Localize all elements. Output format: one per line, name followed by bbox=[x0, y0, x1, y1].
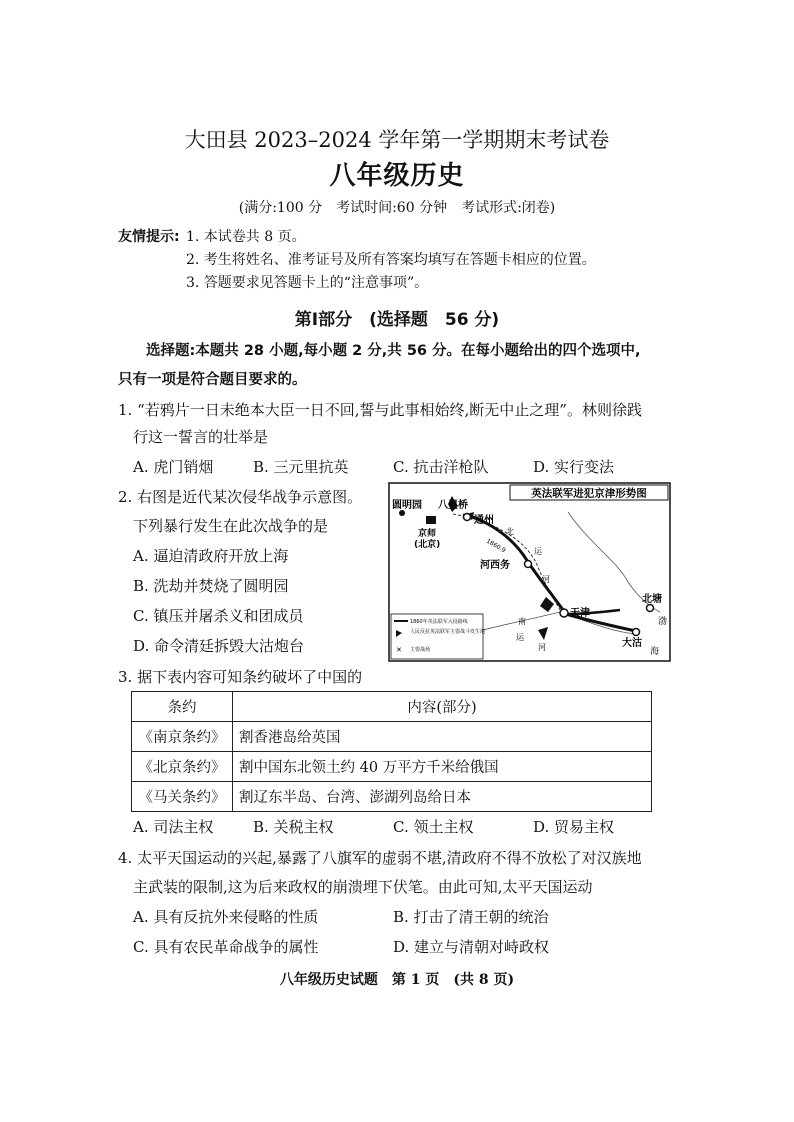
question-3-option-d: D. 贸易主权 bbox=[533, 818, 615, 836]
label-tianjin: 天津 bbox=[570, 608, 590, 619]
label-balizhuang: 八里桥 bbox=[438, 500, 468, 511]
label-hai: 海 bbox=[650, 647, 660, 657]
table-row bbox=[132, 722, 652, 752]
tianjin-marker-icon bbox=[560, 609, 568, 617]
table-cell: 割香港岛给英国 bbox=[233, 722, 652, 752]
label-canal: 北 bbox=[506, 527, 514, 536]
legend-text: 主要战场 bbox=[410, 647, 431, 653]
table-cell: 割辽东半岛、台湾、澎湖列岛给日本 bbox=[233, 782, 652, 812]
label-canal: 运 bbox=[534, 547, 542, 556]
question-1-stem: 行这一誓言的壮举是 bbox=[133, 428, 269, 446]
question-2-option-d: D. 命令清廷拆毁大沽炮台 bbox=[133, 637, 305, 655]
label-yuanmingyuan: 圆明园 bbox=[392, 500, 422, 511]
table-header-row bbox=[132, 692, 652, 722]
question-1-option-b: B. 三元里抗英 bbox=[253, 458, 349, 476]
section-instruction: 只有一项是符合题目要求的。 bbox=[118, 372, 307, 388]
tip-item: 2. 考生将姓名、准考证号及所有答案均填写在答题卡相应的位置。 bbox=[186, 252, 596, 268]
section-instruction: 选择题:本题共 28 小题,每小题 2 分,共 56 分。在每小题给出的四个选项中, bbox=[146, 343, 641, 359]
label-date: 1860.9 bbox=[485, 537, 507, 555]
label-tongzhou: 通州 bbox=[474, 515, 494, 526]
label-canal: 河 bbox=[542, 575, 550, 584]
table-cell: 《北京条约》 bbox=[132, 752, 233, 782]
capital-marker-icon bbox=[426, 516, 436, 524]
beitang-marker-icon bbox=[647, 605, 654, 612]
question-4-option-c: C. 具有农民革命战争的属性 bbox=[133, 938, 319, 956]
table-header: 条约 bbox=[132, 692, 233, 722]
label-jingshi: 京师 bbox=[418, 529, 437, 539]
question-3-stem: 3. 据下表内容可知条约破坏了中国的 bbox=[118, 668, 363, 686]
question-2-option-a: A. 逼迫清政府开放上海 bbox=[133, 547, 289, 565]
table-header: 内容(部分) bbox=[233, 692, 652, 722]
question-1-option-c: C. 抗击洋枪队 bbox=[393, 458, 489, 476]
page-footer: 八年级历史试题 第 1 页 (共 8 页) bbox=[279, 972, 515, 988]
question-4-option-d: D. 建立与清朝对峙政权 bbox=[393, 938, 550, 956]
label-canal: 河 bbox=[538, 643, 546, 652]
tip-item: 3. 答题要求见答题卡上的“注意事项”。 bbox=[186, 275, 429, 291]
question-4-option-a: A. 具有反抗外来侵略的性质 bbox=[133, 908, 319, 926]
label-canal: 运 bbox=[516, 633, 524, 642]
dagu-marker-icon bbox=[633, 629, 640, 636]
exam-title: 大田县 2023–2024 学年第一学期期末考试卷 bbox=[184, 128, 610, 152]
question-4-option-b: B. 打击了清王朝的统治 bbox=[393, 908, 549, 926]
table-cell: 《马关条约》 bbox=[132, 782, 233, 812]
label-hexiwu: 河西务 bbox=[480, 560, 510, 571]
invasion-map bbox=[388, 482, 671, 662]
legend-text: 人民反抗英法联军主要战斗发生地 bbox=[410, 629, 486, 635]
hexiwu-marker-icon bbox=[525, 561, 532, 568]
legend-crossed-icon: ✕ bbox=[396, 646, 402, 654]
tips-label: 友情提示: bbox=[118, 229, 180, 245]
question-2-option-b: B. 洗劫并焚烧了圆明园 bbox=[133, 577, 289, 595]
question-3-option-c: C. 领土主权 bbox=[393, 818, 474, 836]
question-1-stem: 1. “若鸦片一日未绝本大臣一日不回,誓与此事相始终,断无中止之理”。林则徐践 bbox=[118, 401, 642, 419]
legend-text: 1860年英法联军入侵路线 bbox=[410, 619, 468, 625]
label-canal: 南 bbox=[518, 617, 526, 626]
question-4-stem: 主武装的限制,这为后来政权的崩溃埋下伏笔。由此可知,太平天国运动 bbox=[133, 878, 593, 896]
table-row bbox=[132, 752, 652, 782]
question-2-stem: 2. 右图是近代某次侵华战争示意图。 bbox=[118, 488, 363, 506]
label-beitang: 北塘 bbox=[642, 594, 662, 605]
table-cell: 割中国东北领土约 40 万平方千米给俄国 bbox=[233, 752, 652, 782]
question-2-option-c: C. 镇压并屠杀义和团成员 bbox=[133, 607, 304, 625]
label-bohai: 渤 bbox=[658, 617, 668, 627]
question-3-option-b: B. 关税主权 bbox=[253, 818, 334, 836]
question-3-option-a: A. 司法主权 bbox=[133, 818, 214, 836]
table-cell: 《南京条约》 bbox=[132, 722, 233, 752]
question-4-stem: 4. 太平天国运动的兴起,暴露了八旗军的虚弱不堪,清政府不得不放松了对汉族地 bbox=[118, 849, 642, 867]
section-heading: 第Ⅰ部分 (选择题 56 分) bbox=[294, 310, 500, 330]
tip-item: 1. 本试卷共 8 页。 bbox=[186, 229, 306, 245]
subject-title: 八年级历史 bbox=[329, 161, 465, 191]
tongzhou-marker-icon bbox=[464, 514, 471, 521]
exam-info: (满分:100 分 考试时间:60 分钟 考试形式:闭卷) bbox=[238, 200, 556, 216]
question-1-option-a: A. 虎门销烟 bbox=[133, 458, 214, 476]
map-title: 英法联军进犯京津形势图 bbox=[531, 487, 647, 500]
question-2-stem: 下列暴行发生在此次战争的是 bbox=[133, 517, 329, 535]
treaty-table bbox=[131, 691, 652, 812]
table-row bbox=[132, 782, 652, 812]
question-1-option-d: D. 实行变法 bbox=[533, 458, 615, 476]
label-beijing: (北京) bbox=[414, 540, 441, 550]
label-dagu: 大沽 bbox=[622, 638, 642, 649]
